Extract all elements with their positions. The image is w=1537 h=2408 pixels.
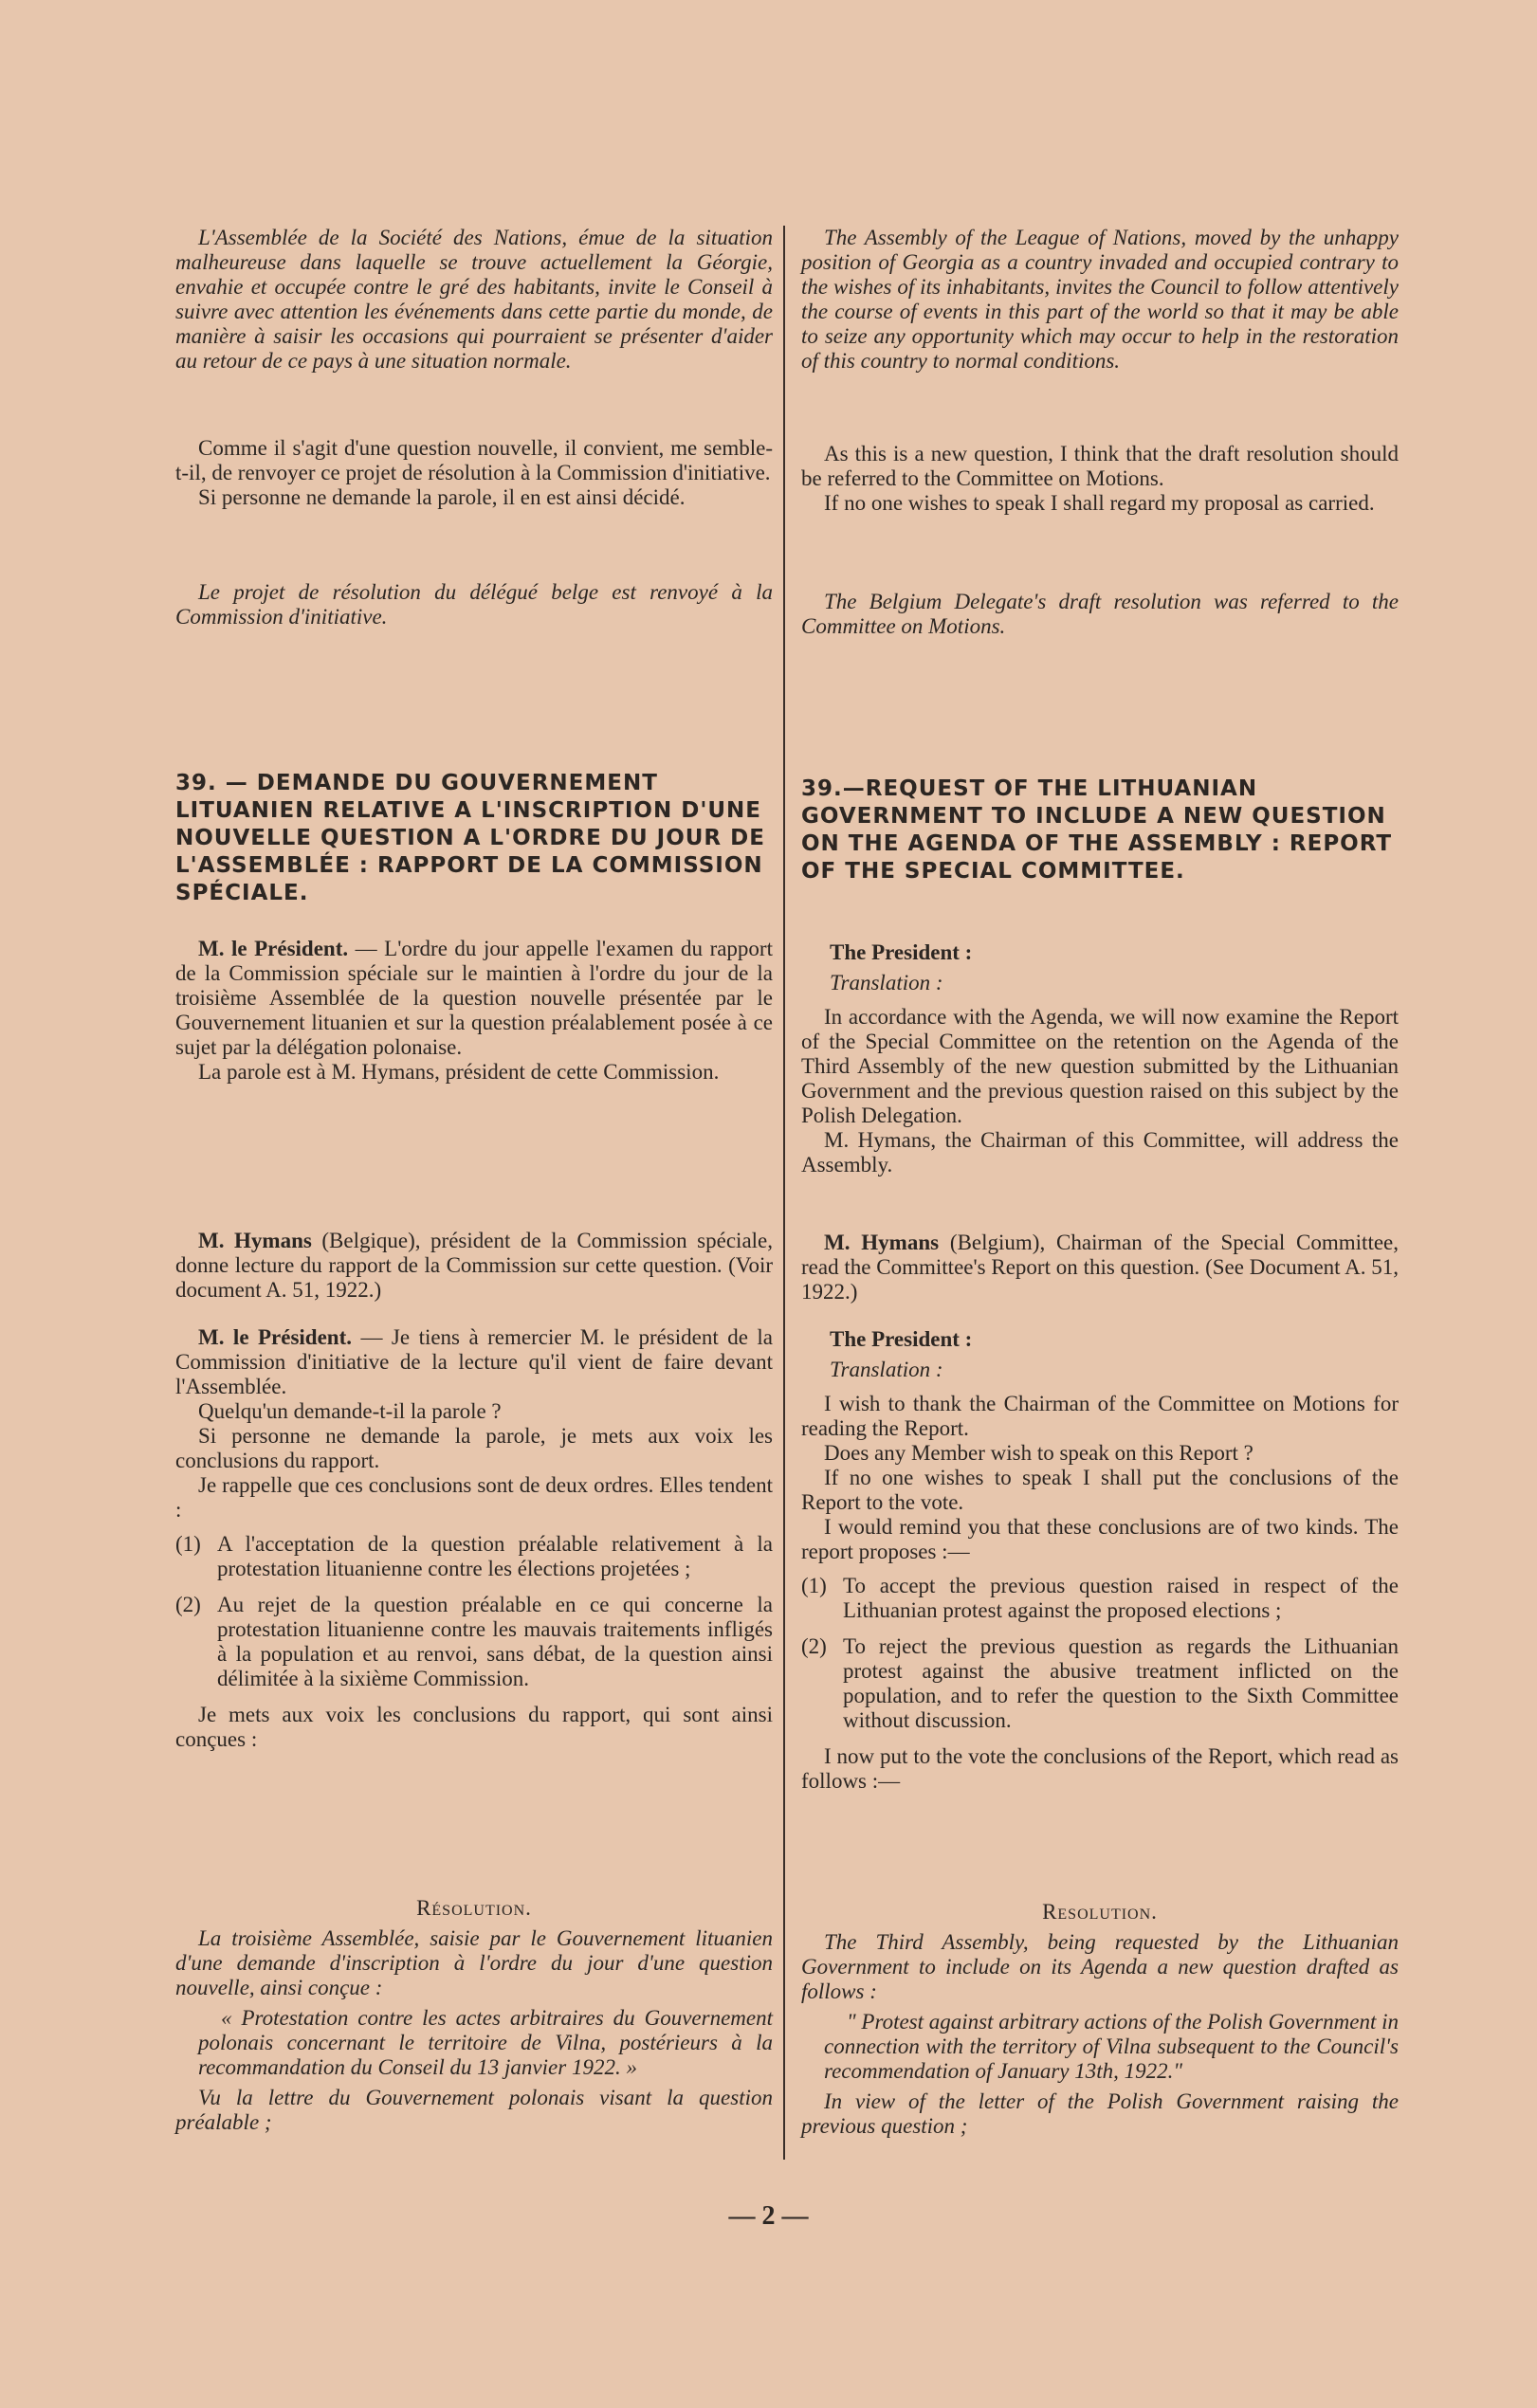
right-intro-section	[801, 442, 1399, 516]
right-paragraph-text: (Belgium), Chairman of the Special Committee, read the Committee's Report on this question. (See Document A. 51, 1922.)	[801, 1231, 1400, 1304]
left-paragraph-text: (Belgique), président de la Commission spéciale, donne lecture du rapport de la Commission sur cette question. (Voir document A. 51, 1922.)	[175, 1229, 773, 1302]
right-resolution-para: The Third Assembly, being requested by the Lithuanian Government to include on its Agenda a new question drafted as follows :	[801, 1930, 1399, 2003]
left-conclusions-list	[175, 1532, 773, 1691]
left-section-heading	[175, 770, 773, 907]
right-paragraph: As this is a new question, I think that the draft resolution should be referred to the Committee on Motions.	[801, 442, 1399, 490]
list-item	[175, 1593, 773, 1691]
list-item-text: Au rejet de la question préalable en ce qui concerne la protestation lituanienne contre les mauvais traitements infligés à la population et au renvoi, sans débat, de la question ainsi délimitée à la sixième Commission.	[217, 1593, 773, 1690]
right-paragraph	[801, 1231, 1399, 1304]
speaker-name: M. Hymans	[824, 1231, 940, 1254]
right-president-vote	[801, 1327, 1399, 1794]
list-item-number: (1)	[801, 1574, 827, 1597]
left-resolution-quote: « Protestation contre les actes arbitraires du Gouvernement polonais concernant le territoire de Vilna, postérieurs à la recommandation du Conseil du 13 janvier 1922. »	[198, 2006, 773, 2079]
left-paragraph: Si personne ne demande la parole, il en est ainsi décidé.	[198, 485, 686, 509]
left-president-vote	[175, 1325, 773, 1752]
right-resolution-block	[801, 1900, 1399, 2139]
left-resolution-para: La troisième Assemblée, saisie par le Gouvernement lituanien d'une demande d'inscription à l'ordre du jour d'une question nouvelle, ainsi conçue :	[175, 1926, 773, 1999]
speaker-name: M. le Président.	[198, 1325, 352, 1349]
right-paragraph: If no one wishes to speak I shall regard my proposal as carried.	[824, 491, 1375, 515]
left-paragraph-text: — Je tiens à remercier M. le président de la Commission d'initiative de la lecture qu'il vient de faire devant l'Assemblée.	[175, 1325, 773, 1398]
right-paragraph: I would remind you that these conclusions are of two kinds. The report proposes :—	[801, 1515, 1399, 1563]
speaker-name: M. Hymans	[198, 1229, 312, 1252]
left-resolution-para: Vu la lettre du Gouvernement polonais visant la question préalable ;	[175, 2086, 773, 2134]
right-referral-text: The Belgium Delegate's draft resolution was referred to the Committee on Motions.	[801, 590, 1399, 638]
speaker-name: The President :	[830, 1327, 973, 1351]
right-section-heading	[801, 775, 1399, 885]
left-paragraph: Si personne ne demande la parole, je mets aux voix les conclusions du rapport.	[175, 1424, 773, 1472]
left-heading	[175, 770, 773, 907]
left-heading-number: 39. —	[175, 771, 248, 795]
list-item-text: To accept the previous question raised in respect of the Lithuanian protest against the proposed elections ;	[843, 1574, 1399, 1622]
left-resolution-text: L'Assemblée de la Société des Nations, émue de la situation malheureuse dans laquelle se trouve actuellement la Géorgie, envahie et occupée contre le gré des habitants, invite le Conseil à suivre avec attention les événements dans cette partie du monde, de manière à saisir les occasions qui pourraient se présenter d'aider au retour de ce pays à une situation normale.	[175, 226, 773, 373]
right-resolution-para: In view of the letter of the Polish Government raising the previous question ;	[801, 2089, 1399, 2138]
left-paragraph	[175, 1325, 773, 1399]
right-resolution-title: Resolution.	[1042, 1900, 1158, 1924]
left-paragraph	[175, 937, 773, 1060]
list-item	[175, 1532, 773, 1581]
right-heading-number: 39.—	[801, 776, 866, 801]
right-hymans-report	[801, 1231, 1399, 1304]
right-paragraph: If no one wishes to speak I shall put the conclusions of the Report to the vote.	[801, 1466, 1399, 1514]
right-paragraph: In accordance with the Agenda, we will now examine the Report of the Special Committee on the retention on the Agenda of the Third Assembly of the new question submitted by the Lithuanian Government and the previous question raised on this subject by the Polish Delegation.	[801, 1005, 1399, 1127]
translation-label: Translation :	[830, 1358, 943, 1381]
translation-label: Translation :	[830, 971, 943, 994]
list-item-number: (1)	[175, 1532, 201, 1556]
left-heading-text: DEMANDE DU GOUVERNEMENT LITUANIEN RELATIVE A L'INSCRIPTION D'UNE NOUVELLE QUESTION A L'ORDRE DU JOUR DE L'ASSEMBLÉE : RAPPORT DE LA COMMISSION SPÉCIALE.	[175, 771, 765, 905]
left-resolution-block	[175, 1896, 773, 2135]
right-paragraph: I wish to thank the Chairman of the Committee on Motions for reading the Report.	[801, 1392, 1399, 1440]
left-paragraph	[175, 1229, 773, 1303]
right-paragraph: M. Hymans, the Chairman of this Committee, will address the Assembly.	[801, 1128, 1399, 1177]
left-resolution-title: Résolution.	[416, 1896, 532, 1920]
right-georgia-resolution	[801, 226, 1399, 374]
right-paragraph: Does any Member wish to speak on this Report ?	[824, 1441, 1253, 1465]
right-president-intro	[801, 940, 1399, 1177]
right-heading-text: REQUEST OF THE LITHUANIAN GOVERNMENT TO INCLUDE A NEW QUESTION ON THE AGENDA OF THE ASSEMBLY : REPORT OF THE SPECIAL COMMITTEE.	[801, 776, 1393, 884]
left-georgia-resolution	[175, 226, 773, 374]
left-intro-section	[175, 436, 773, 510]
list-item	[801, 1634, 1399, 1733]
right-paragraph: I now put to the vote the conclusions of the Report, which read as follows :—	[801, 1744, 1399, 1793]
right-conclusions-list	[801, 1574, 1399, 1733]
list-item	[801, 1574, 1399, 1623]
list-item-text: A l'acceptation de la question préalable relativement à la protestation lituanienne contre les élections projetées ;	[217, 1532, 773, 1580]
left-paragraph: La parole est à M. Hymans, président de cette Commission.	[198, 1060, 720, 1084]
right-resolution-text: The Assembly of the League of Nations, moved by the unhappy position of Georgia as a country invaded and occupied contrary to the wishes of its inhabitants, invites the Council to follow attentively the course of events in this part of the world so that it may be able to seize any opportunity which may occur to help in the restoration of this country to normal conditions.	[801, 226, 1399, 373]
page-number: — 2 —	[728, 2201, 809, 2231]
speaker-name: The President :	[830, 940, 973, 964]
left-paragraph: Comme il s'agit d'une question nouvelle, il convient, me semble-t-il, de renvoyer ce projet de résolution à la Commission d'initiative.	[175, 436, 773, 484]
right-referral-note	[801, 590, 1399, 639]
right-resolution-quote: " Protest against arbitrary actions of the Polish Government in connection with the territory of Vilna subsequent to the Council's recommendation of January 13th, 1922."	[824, 2010, 1399, 2083]
right-heading	[801, 775, 1399, 885]
list-item-text: To reject the previous question as regards the Lithuanian protest against the abusive treatment inflicted on the population, and to refer the question to the Sixth Committee without discussion.	[843, 1634, 1399, 1732]
list-item-number: (2)	[801, 1634, 827, 1658]
left-paragraph: Quelqu'un demande-t-il la parole ?	[198, 1399, 502, 1423]
left-paragraph: Je rappelle que ces conclusions sont de deux ordres. Elles tendent :	[175, 1473, 773, 1522]
left-referral-note	[175, 580, 773, 629]
speaker-name: M. le Président.	[198, 937, 349, 960]
left-president-intro	[175, 937, 773, 1085]
left-paragraph: Je mets aux voix les conclusions du rapport, qui sont ainsi conçues :	[175, 1703, 773, 1751]
left-paragraph-text: — L'ordre du jour appelle l'examen du rapport de la Commission spéciale sur le maintien à l'ordre du jour de la troisième Assemblée de la question nouvelle présentée par le Gouvernement lituanien et sur la question préalablement posée à ce sujet par la délégation polonaise.	[175, 937, 773, 1059]
list-item-number: (2)	[175, 1593, 201, 1616]
left-referral-text: Le projet de résolution du délégué belge est renvoyé à la Commission d'initiative.	[175, 580, 773, 629]
left-hymans-report	[175, 1229, 773, 1303]
column-divider	[783, 226, 785, 2160]
